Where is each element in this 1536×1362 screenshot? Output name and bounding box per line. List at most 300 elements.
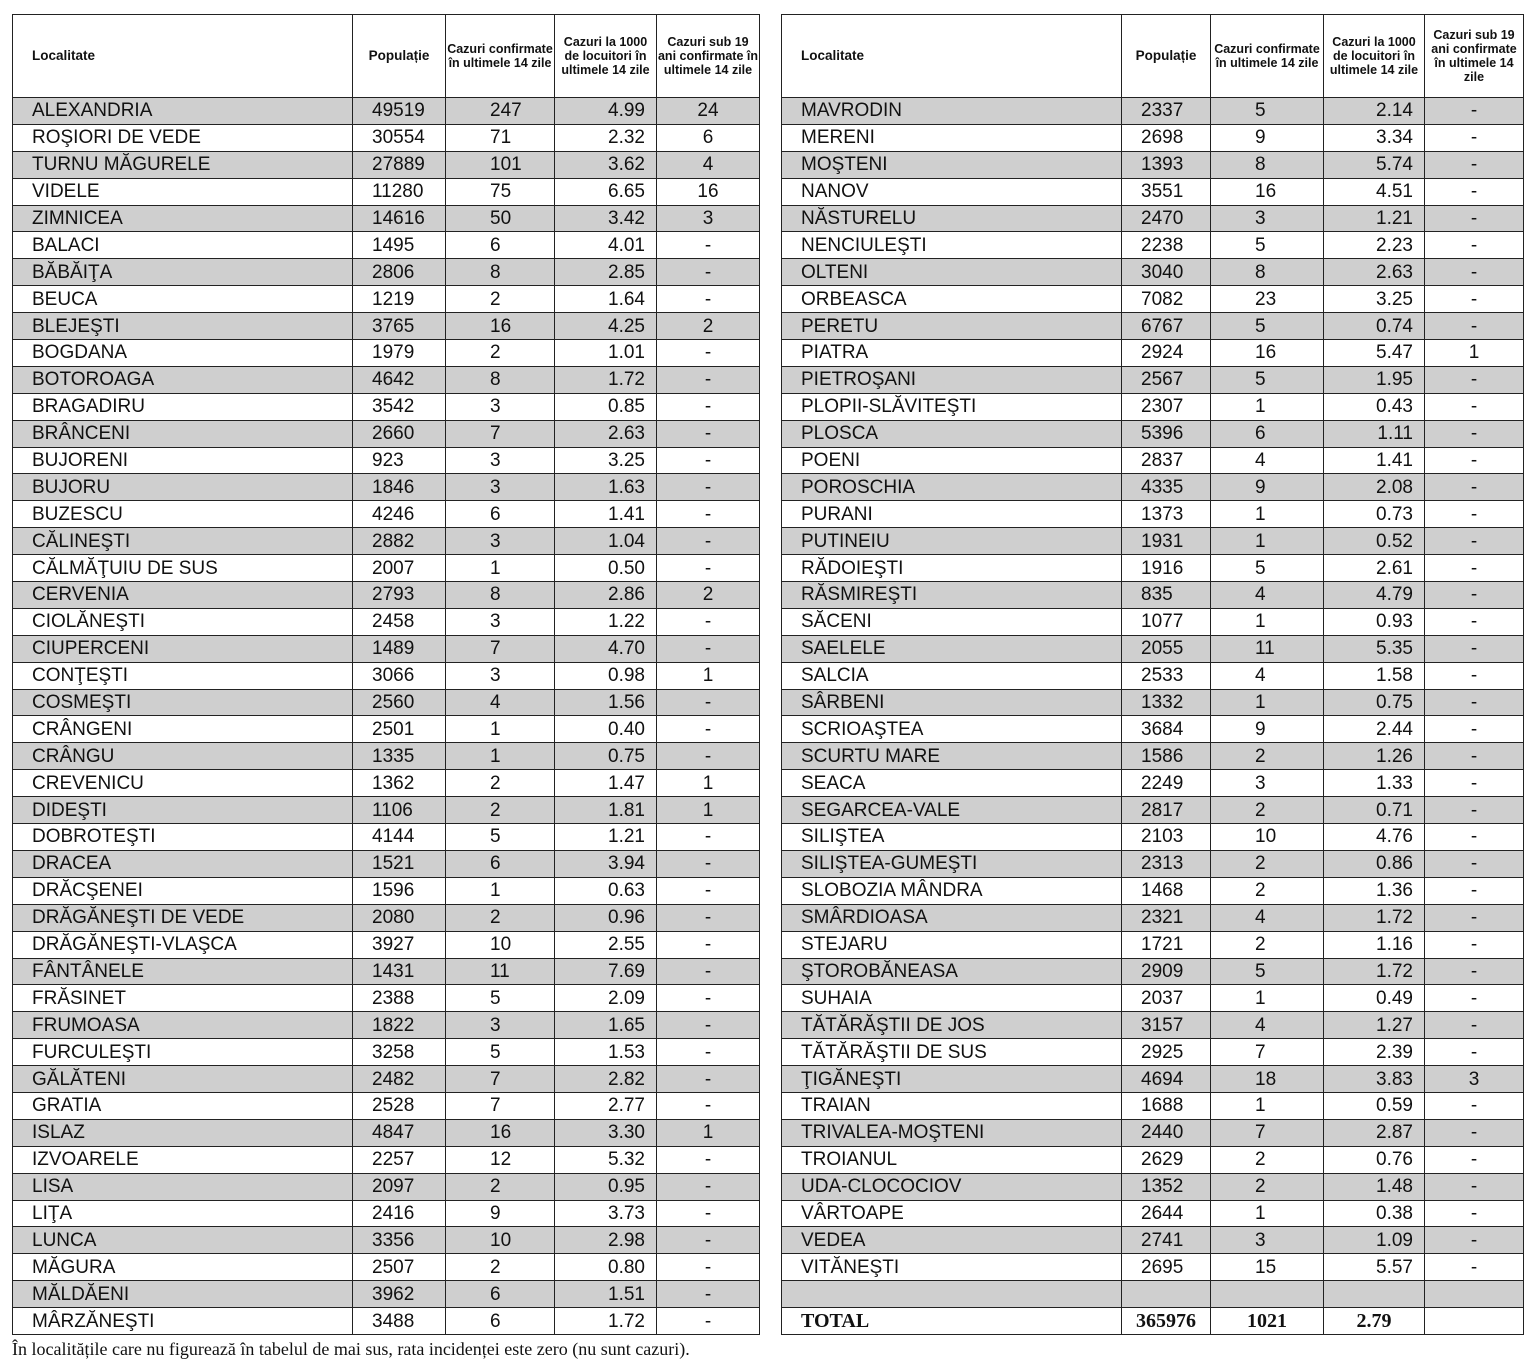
under19-cell: - — [657, 1308, 760, 1335]
under19-cell: 1 — [657, 1119, 760, 1146]
rate-cell: 0.40 — [555, 716, 657, 743]
total-row — [782, 1308, 1524, 1335]
under19-cell: - — [1425, 313, 1524, 340]
population-cell: 3356 — [353, 1227, 446, 1254]
under19-cell: - — [1425, 662, 1524, 689]
under19-cell: 3 — [1425, 1066, 1524, 1093]
population-cell: 3542 — [353, 393, 446, 420]
cases-cell: 10 — [1211, 824, 1324, 851]
cases-cell: 15 — [1211, 1254, 1324, 1281]
header-row — [13, 15, 760, 98]
table-row — [13, 958, 760, 985]
under19-cell: - — [657, 931, 760, 958]
localitate-cell: BOGDANA — [13, 340, 353, 367]
cases-cell: 3 — [1211, 770, 1324, 797]
cases-cell: 10 — [446, 1227, 555, 1254]
table-row — [782, 205, 1524, 232]
under19-cell: - — [1425, 985, 1524, 1012]
population-cell: 4335 — [1122, 474, 1211, 501]
under19-cell: - — [657, 716, 760, 743]
localitate-cell: SEGARCEA-VALE — [782, 797, 1122, 824]
cases-cell: 5 — [1211, 98, 1324, 125]
localitate-cell: ORBEASCA — [782, 286, 1122, 313]
under19-cell: - — [657, 824, 760, 851]
rate-cell: 0.93 — [1324, 608, 1425, 635]
cases-cell: 16 — [1211, 178, 1324, 205]
table-row — [782, 151, 1524, 178]
under19-cell: - — [1425, 98, 1524, 125]
cases-cell: 4 — [1211, 1012, 1324, 1039]
localitate-cell: COSMEŞTI — [13, 689, 353, 716]
rate-cell: 2.14 — [1324, 98, 1425, 125]
under19-cell: - — [1425, 1119, 1524, 1146]
table-row — [782, 555, 1524, 582]
cases-cell: 7 — [1211, 1119, 1324, 1146]
cases-cell: 2 — [1211, 743, 1324, 770]
population-cell: 2533 — [1122, 662, 1211, 689]
localitate-cell: PIETROŞANI — [782, 366, 1122, 393]
cases-cell: 1 — [1211, 985, 1324, 1012]
rate-cell: 0.75 — [555, 743, 657, 770]
table-row — [13, 716, 760, 743]
under19-cell: - — [657, 474, 760, 501]
population-cell: 1468 — [1122, 877, 1211, 904]
population-cell: 1335 — [353, 743, 446, 770]
rate-cell: 5.74 — [1324, 151, 1425, 178]
localitate-cell: BRÂNCENI — [13, 420, 353, 447]
cases-cell: 7 — [446, 1066, 555, 1093]
cases-cell: 12 — [446, 1146, 555, 1173]
cases-cell: 1 — [1211, 1200, 1324, 1227]
rate-cell: 5.32 — [555, 1146, 657, 1173]
table-row — [13, 770, 760, 797]
cases-cell: 1 — [1211, 689, 1324, 716]
header-row — [782, 15, 1524, 98]
under19-cell: - — [1425, 205, 1524, 232]
rate-cell: 2.98 — [555, 1227, 657, 1254]
rate-cell: 1.21 — [555, 824, 657, 851]
table-row — [13, 232, 760, 259]
table-row — [13, 420, 760, 447]
localitate-cell: SUHAIA — [782, 985, 1122, 1012]
cases-cell: 2 — [446, 340, 555, 367]
table-row — [782, 1227, 1524, 1254]
population-cell: 4246 — [353, 501, 446, 528]
cases-cell: 6 — [446, 501, 555, 528]
table-row — [13, 1173, 760, 1200]
population-cell: 3040 — [1122, 259, 1211, 286]
population-cell: 2007 — [353, 555, 446, 582]
rate-cell: 2.09 — [555, 985, 657, 1012]
col-header-localitate: Localitate — [782, 15, 1122, 98]
table-row — [782, 1254, 1524, 1281]
under19-cell: - — [657, 259, 760, 286]
table-row — [13, 1308, 760, 1335]
rate-cell: 5.35 — [1324, 635, 1425, 662]
rate-cell: 1.63 — [555, 474, 657, 501]
population-cell: 2882 — [353, 528, 446, 555]
table-row — [782, 178, 1524, 205]
rate-cell: 1.22 — [555, 608, 657, 635]
under19-cell: - — [1425, 635, 1524, 662]
blank-cell — [782, 1281, 1122, 1308]
localitate-cell: SMÂRDIOASA — [782, 904, 1122, 931]
population-cell: 2629 — [1122, 1146, 1211, 1173]
table-row — [13, 1146, 760, 1173]
rate-cell: 2.82 — [555, 1066, 657, 1093]
under19-cell: - — [657, 1173, 760, 1200]
table-row — [782, 608, 1524, 635]
cases-cell: 5 — [1211, 232, 1324, 259]
cases-cell: 6 — [1211, 420, 1324, 447]
col-header-sub19: Cazuri sub 19 ani confirmate în ultimele 14 zile — [657, 15, 760, 98]
table-row — [13, 151, 760, 178]
cases-cell: 8 — [1211, 151, 1324, 178]
table-row — [782, 286, 1524, 313]
rate-cell: 1.36 — [1324, 877, 1425, 904]
footnote: În localitățile care nu figurează în tabelul de mai sus, rata incidenței este zero (nu sunt cazuri). — [12, 1339, 690, 1359]
population-cell: 1362 — [353, 770, 446, 797]
table-row — [782, 474, 1524, 501]
table-row — [782, 743, 1524, 770]
population-cell: 2806 — [353, 259, 446, 286]
localitate-cell: DOBROTEŞTI — [13, 824, 353, 851]
cases-cell: 3 — [446, 474, 555, 501]
cases-cell: 2 — [1211, 797, 1324, 824]
under19-cell: - — [1425, 1146, 1524, 1173]
localitate-cell: GRATIA — [13, 1092, 353, 1119]
under19-cell: - — [1425, 555, 1524, 582]
under19-cell: - — [1425, 124, 1524, 151]
population-cell: 2416 — [353, 1200, 446, 1227]
table-row — [13, 1227, 760, 1254]
table-row — [13, 608, 760, 635]
localitate-cell: LUNCA — [13, 1227, 353, 1254]
population-cell: 2924 — [1122, 340, 1211, 367]
population-cell: 2321 — [1122, 904, 1211, 931]
rate-cell: 3.34 — [1324, 124, 1425, 151]
table-row — [782, 232, 1524, 259]
rate-cell: 3.42 — [555, 205, 657, 232]
rate-cell: 2.44 — [1324, 716, 1425, 743]
rate-cell: 6.65 — [555, 178, 657, 205]
table-row — [13, 340, 760, 367]
localitate-cell: IZVOARELE — [13, 1146, 353, 1173]
rate-cell: 4.79 — [1324, 582, 1425, 609]
population-cell: 1077 — [1122, 608, 1211, 635]
under19-cell: - — [657, 1254, 760, 1281]
rate-cell: 3.73 — [555, 1200, 657, 1227]
under19-cell: - — [657, 340, 760, 367]
col-header-rata: Cazuri la 1000 de locuitori în ultimele 14 zile — [1324, 15, 1425, 98]
rate-cell: 1.16 — [1324, 931, 1425, 958]
rate-cell: 0.75 — [1324, 689, 1425, 716]
table-row — [13, 393, 760, 420]
under19-cell: - — [1425, 850, 1524, 877]
under19-cell: - — [1425, 824, 1524, 851]
under19-cell: 2 — [657, 582, 760, 609]
under19-cell: - — [1425, 393, 1524, 420]
rate-cell: 4.01 — [555, 232, 657, 259]
table-row — [13, 286, 760, 313]
cases-cell: 3 — [446, 662, 555, 689]
table-row — [13, 98, 760, 125]
localitate-cell: CREVENICU — [13, 770, 353, 797]
total-rate: 2.79 — [1324, 1308, 1425, 1335]
population-cell: 923 — [353, 447, 446, 474]
population-cell: 1521 — [353, 850, 446, 877]
population-cell: 4847 — [353, 1119, 446, 1146]
localitate-cell: BEUCA — [13, 286, 353, 313]
table-row — [13, 501, 760, 528]
population-cell: 4642 — [353, 366, 446, 393]
population-cell: 2388 — [353, 985, 446, 1012]
table-row — [13, 1092, 760, 1119]
table-row — [782, 393, 1524, 420]
total-sub19 — [1425, 1308, 1524, 1335]
under19-cell: - — [1425, 259, 1524, 286]
population-cell: 1688 — [1122, 1092, 1211, 1119]
localitate-cell: MÂRZĂNEŞTI — [13, 1308, 353, 1335]
population-cell: 49519 — [353, 98, 446, 125]
cases-cell: 23 — [1211, 286, 1324, 313]
cases-cell: 7 — [446, 635, 555, 662]
under19-cell: - — [657, 958, 760, 985]
localitate-cell: BALACI — [13, 232, 353, 259]
population-cell: 14616 — [353, 205, 446, 232]
total-label: TOTAL — [782, 1308, 1122, 1335]
cases-cell: 3 — [446, 1012, 555, 1039]
under19-cell: - — [1425, 797, 1524, 824]
under19-cell: - — [657, 743, 760, 770]
table-row — [782, 313, 1524, 340]
rate-cell: 3.30 — [555, 1119, 657, 1146]
table-row — [13, 582, 760, 609]
localitate-cell: TROIANUL — [782, 1146, 1122, 1173]
cases-cell: 16 — [446, 1119, 555, 1146]
rate-cell: 0.80 — [555, 1254, 657, 1281]
population-cell: 2560 — [353, 689, 446, 716]
cases-cell: 2 — [446, 904, 555, 931]
population-cell: 1931 — [1122, 528, 1211, 555]
localitate-cell: RĂSMIREŞTI — [782, 582, 1122, 609]
cases-cell: 4 — [1211, 582, 1324, 609]
table-row — [13, 447, 760, 474]
table-row — [782, 931, 1524, 958]
under19-cell: - — [657, 366, 760, 393]
cases-cell: 8 — [446, 582, 555, 609]
population-cell: 3157 — [1122, 1012, 1211, 1039]
rate-cell: 0.50 — [555, 555, 657, 582]
col-header-populatie: Populație — [353, 15, 446, 98]
cases-cell: 101 — [446, 151, 555, 178]
localitate-cell: ŞTOROBĂNEASA — [782, 958, 1122, 985]
population-cell: 3066 — [353, 662, 446, 689]
table-row — [13, 474, 760, 501]
table-row — [13, 985, 760, 1012]
under19-cell: - — [1425, 931, 1524, 958]
population-cell: 2440 — [1122, 1119, 1211, 1146]
table-row — [13, 635, 760, 662]
rate-cell: 1.11 — [1324, 420, 1425, 447]
rate-cell: 2.39 — [1324, 1039, 1425, 1066]
cases-cell: 71 — [446, 124, 555, 151]
population-cell: 2644 — [1122, 1200, 1211, 1227]
table-row — [782, 1173, 1524, 1200]
rate-cell: 0.95 — [555, 1173, 657, 1200]
cases-cell: 5 — [1211, 555, 1324, 582]
population-cell: 2660 — [353, 420, 446, 447]
localitate-cell: ROŞIORI DE VEDE — [13, 124, 353, 151]
table-row — [782, 582, 1524, 609]
table-row — [782, 340, 1524, 367]
rate-cell: 4.76 — [1324, 824, 1425, 851]
rate-cell: 1.72 — [1324, 958, 1425, 985]
under19-cell: 1 — [657, 797, 760, 824]
localitate-cell: SLOBOZIA MÂNDRA — [782, 877, 1122, 904]
table-row — [782, 770, 1524, 797]
cases-cell: 1 — [1211, 393, 1324, 420]
under19-cell: - — [1425, 528, 1524, 555]
localitate-cell: PUTINEIU — [782, 528, 1122, 555]
rate-cell: 0.59 — [1324, 1092, 1425, 1119]
rate-cell: 2.63 — [555, 420, 657, 447]
population-cell: 2080 — [353, 904, 446, 931]
cases-cell: 3 — [446, 393, 555, 420]
rate-cell: 1.47 — [555, 770, 657, 797]
rate-cell: 2.32 — [555, 124, 657, 151]
cases-cell: 6 — [446, 232, 555, 259]
population-cell: 7082 — [1122, 286, 1211, 313]
population-cell: 1596 — [353, 877, 446, 904]
rate-cell: 1.33 — [1324, 770, 1425, 797]
localitate-cell: VITĂNEŞTI — [782, 1254, 1122, 1281]
cases-cell: 9 — [446, 1200, 555, 1227]
cases-cell: 3 — [1211, 205, 1324, 232]
rate-cell: 4.25 — [555, 313, 657, 340]
rate-cell: 3.94 — [555, 850, 657, 877]
population-cell: 6767 — [1122, 313, 1211, 340]
under19-cell: - — [657, 1066, 760, 1093]
rate-cell: 0.85 — [555, 393, 657, 420]
rate-cell: 1.95 — [1324, 366, 1425, 393]
under19-cell: - — [657, 1200, 760, 1227]
rate-cell: 0.96 — [555, 904, 657, 931]
localitate-cell: MĂGURA — [13, 1254, 353, 1281]
localitate-cell: DRACEA — [13, 850, 353, 877]
cases-cell: 1 — [1211, 528, 1324, 555]
cases-cell: 7 — [1211, 1039, 1324, 1066]
blank-cell — [1425, 1281, 1524, 1308]
under19-cell: - — [1425, 447, 1524, 474]
table-row — [782, 689, 1524, 716]
under19-cell: - — [657, 1146, 760, 1173]
cases-cell: 2 — [1211, 1146, 1324, 1173]
blank-cell — [1324, 1281, 1425, 1308]
table-row — [782, 716, 1524, 743]
rate-cell: 2.08 — [1324, 474, 1425, 501]
table-row — [13, 850, 760, 877]
rate-cell: 1.48 — [1324, 1173, 1425, 1200]
rate-cell: 0.98 — [555, 662, 657, 689]
total-population: 365976 — [1122, 1308, 1211, 1335]
localitate-cell: PERETU — [782, 313, 1122, 340]
population-cell: 2741 — [1122, 1227, 1211, 1254]
localitate-cell: MERENI — [782, 124, 1122, 151]
rate-cell: 1.27 — [1324, 1012, 1425, 1039]
under19-cell: - — [1425, 151, 1524, 178]
localitate-cell: CERVENIA — [13, 582, 353, 609]
table-row — [782, 1200, 1524, 1227]
population-cell: 1822 — [353, 1012, 446, 1039]
localitate-cell: FRĂSINET — [13, 985, 353, 1012]
table-row — [782, 635, 1524, 662]
population-cell: 2097 — [353, 1173, 446, 1200]
under19-cell: 6 — [657, 124, 760, 151]
under19-cell: - — [657, 850, 760, 877]
localitate-cell: SALCIA — [782, 662, 1122, 689]
under19-cell: - — [1425, 877, 1524, 904]
population-cell: 1373 — [1122, 501, 1211, 528]
under19-cell: 1 — [657, 770, 760, 797]
under19-cell: - — [657, 232, 760, 259]
localitate-cell: DRĂGĂNEŞTI-VLAŞCA — [13, 931, 353, 958]
table-row — [782, 447, 1524, 474]
cases-cell: 4 — [1211, 662, 1324, 689]
rate-cell: 2.61 — [1324, 555, 1425, 582]
under19-cell: - — [1425, 904, 1524, 931]
cases-cell: 11 — [446, 958, 555, 985]
localitate-cell: TĂTĂRĂŞTII DE JOS — [782, 1012, 1122, 1039]
under19-cell: 3 — [657, 205, 760, 232]
population-cell: 1219 — [353, 286, 446, 313]
cases-cell: 2 — [1211, 850, 1324, 877]
rate-cell: 2.87 — [1324, 1119, 1425, 1146]
under19-cell: - — [657, 985, 760, 1012]
under19-cell: - — [657, 420, 760, 447]
under19-cell: - — [1425, 286, 1524, 313]
population-cell: 2909 — [1122, 958, 1211, 985]
table-row — [782, 1146, 1524, 1173]
cases-cell: 7 — [446, 1092, 555, 1119]
cases-cell: 2 — [446, 797, 555, 824]
table-row — [782, 259, 1524, 286]
localitate-cell: CIUPERCENI — [13, 635, 353, 662]
rate-cell: 0.71 — [1324, 797, 1425, 824]
table-row — [782, 1092, 1524, 1119]
table-row — [782, 877, 1524, 904]
cases-cell: 5 — [1211, 313, 1324, 340]
cases-cell: 1 — [1211, 608, 1324, 635]
localitate-cell: SILIŞTEA — [782, 824, 1122, 851]
table-row — [13, 689, 760, 716]
localitate-cell: SÂRBENI — [782, 689, 1122, 716]
table-row — [13, 931, 760, 958]
under19-cell: - — [657, 1092, 760, 1119]
localitate-cell: MAVRODIN — [782, 98, 1122, 125]
rate-cell: 1.81 — [555, 797, 657, 824]
rate-cell: 1.21 — [1324, 205, 1425, 232]
localitate-cell: ALEXANDRIA — [13, 98, 353, 125]
population-cell: 3258 — [353, 1039, 446, 1066]
localitate-cell: ŢIGĂNEŞTI — [782, 1066, 1122, 1093]
table-row — [13, 1119, 760, 1146]
localitate-cell: MĂLDĂENI — [13, 1281, 353, 1308]
localitate-cell: BOTOROAGA — [13, 366, 353, 393]
rate-cell: 3.62 — [555, 151, 657, 178]
localitate-cell: OLTENI — [782, 259, 1122, 286]
col-header-localitate: Localitate — [13, 15, 353, 98]
